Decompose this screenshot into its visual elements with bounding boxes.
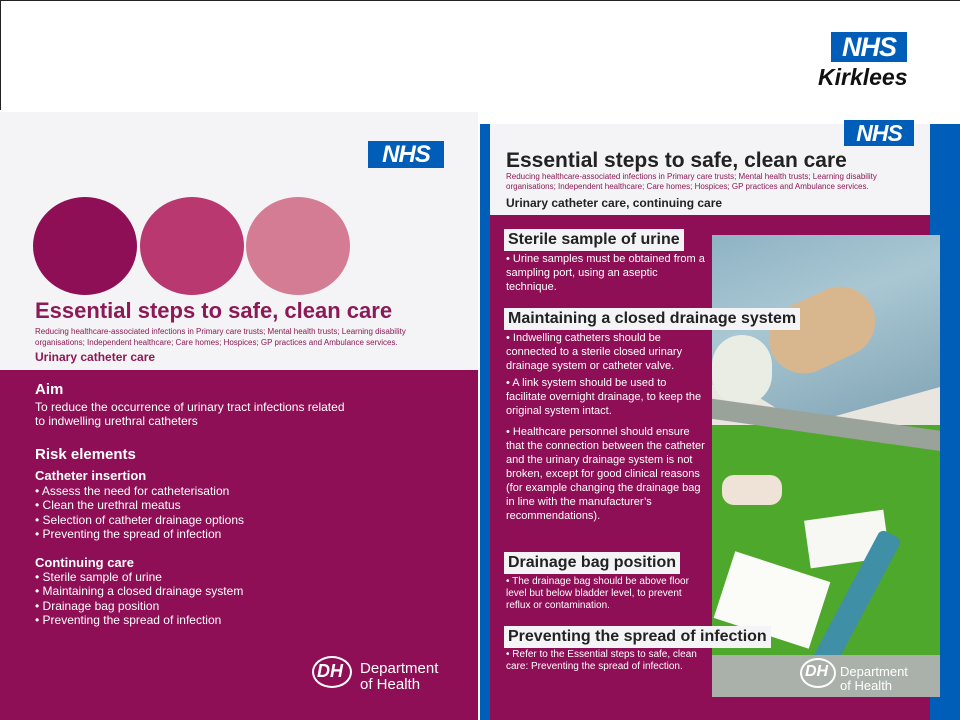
left-dept-line-2: of Health xyxy=(360,676,421,693)
kirklees-label: Kirklees xyxy=(818,64,908,90)
left-circle-dark xyxy=(33,197,137,295)
s3-text: • The drainage bag should be above floor level but below bladder level, to prevent reflux or contamination. xyxy=(506,576,689,611)
right-topic: Urinary catheter care, continuing care xyxy=(506,196,723,210)
right-dept-line-2: of Health xyxy=(840,678,893,693)
slide-top-border xyxy=(0,0,960,1)
insertion-item: • Assess the need for catheterisation xyxy=(35,484,230,498)
s1-text: • Urine samples must be obtained from a sampling port, using an aseptic technique. xyxy=(506,253,705,293)
left-subtitle: Reducing healthcare-associated infections in Primary care trusts; Mental health trusts; Learning disability organisations; Independent healthcare; Care homes; Hospices; GP practices and Ambulance services. xyxy=(35,327,406,347)
insertion-item: • Selection of catheter drainage options xyxy=(35,513,245,527)
right-title: Essential steps to safe, clean care xyxy=(506,149,847,172)
s2-heading: Maintaining a closed drainage system xyxy=(504,308,800,330)
s4-heading: Preventing the spread of infection xyxy=(504,626,771,648)
s1-heading: Sterile sample of urine xyxy=(504,229,684,251)
left-dept-line-1: Department xyxy=(360,660,439,677)
right-dh-mark: DH xyxy=(805,663,829,680)
s2-item: • Indwelling catheters should be connected to a sterile closed urinary drainage system or catheter valve. xyxy=(506,332,683,372)
left-circle-medium xyxy=(140,197,244,295)
insertion-item: • Clean the urethral meatus xyxy=(35,498,181,512)
s3-heading: Drainage bag position xyxy=(504,552,680,574)
continuing-item: • Maintaining a closed drainage system xyxy=(35,584,244,598)
left-circle-light xyxy=(246,197,350,295)
continuing-heading: Continuing care xyxy=(35,555,134,570)
right-nhs-logo xyxy=(844,120,914,146)
continuing-item: • Preventing the spread of infection xyxy=(35,613,222,627)
right-dept-line-1: Department xyxy=(840,664,908,679)
s4-text: • Refer to the Essential steps to safe, clean care: Preventing the spread of infection. xyxy=(506,649,697,672)
photo-glove xyxy=(712,335,772,405)
continuing-item: • Drainage bag position xyxy=(35,599,160,613)
left-nhs-logo-text: NHS xyxy=(382,141,430,168)
aim-line-2: to indwelling urethral catheters xyxy=(35,414,198,428)
insertion-heading: Catheter insertion xyxy=(35,468,147,483)
right-leaflet-left-border xyxy=(480,124,490,720)
aim-heading: Aim xyxy=(35,381,64,398)
left-dh-mark: DH xyxy=(317,661,343,681)
risk-heading: Risk elements xyxy=(35,446,136,463)
s2-item: • A link system should be used to facilitate overnight drainage, to keep the original system intact. xyxy=(506,377,702,417)
nhs-logo-top xyxy=(831,32,907,62)
s2-item: • Healthcare personnel should ensure that the connection between the catheter and the urinary drainage system is not broken, except for good clinical reasons (for example changing the drainage bag in line with the manufacturer’s recommendations). xyxy=(506,426,705,522)
slide-left-border xyxy=(0,0,1,110)
left-nhs-logo xyxy=(368,141,444,168)
left-title: Essential steps to safe, clean care xyxy=(35,298,393,323)
photo-gauze xyxy=(722,475,782,505)
right-nhs-logo-text: NHS xyxy=(856,120,902,146)
insertion-item: • Preventing the spread of infection xyxy=(35,527,222,541)
nhs-logo-top-text: NHS xyxy=(841,32,896,62)
left-topic: Urinary catheter care xyxy=(35,350,156,364)
continuing-item: • Sterile sample of urine xyxy=(35,570,162,584)
aim-line-1: To reduce the occurrence of urinary tract infections related xyxy=(35,400,345,414)
right-subtitle: Reducing healthcare-associated infections in Primary care trusts; Mental health trusts; Learning disability organisations; Independent healthcare; Care homes; Hospices; GP practices and Ambulance services. xyxy=(506,172,877,191)
